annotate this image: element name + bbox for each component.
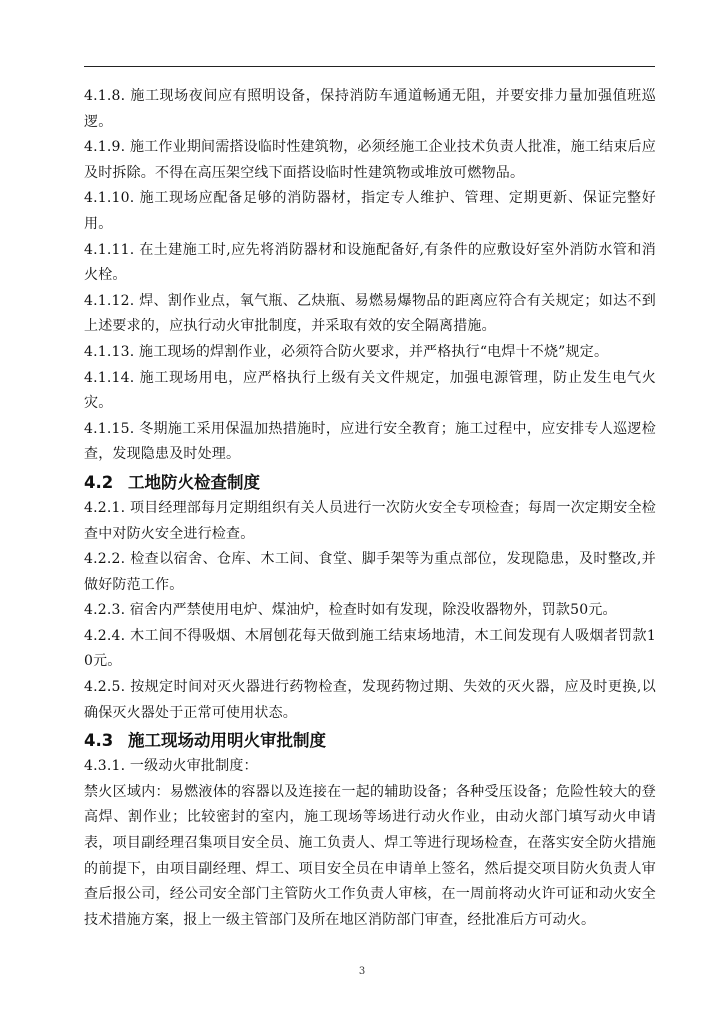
paragraph: 4.2.2. 检查以宿舍、仓库、木工间、食堂、脚手架等为重点部位，发现隐患，及时整改,并做好防范工作。 (84, 551, 656, 593)
paragraph: 4.2.3. 宿舍内严禁使用电炉、煤油炉，检查时如有发现，除没收器物外，罚款50元。 (84, 602, 617, 619)
paragraph: 4.2.5. 按规定时间对灭火器进行药物检查，发现药物过期、失效的灭火器，应及时更换,以确保灭火器处于正常可使用状态。 (84, 679, 656, 721)
paragraph: 4.1.14. 施工现场用电，应严格执行上级有关文件规定，加强电源管理，防止发生电气火灾。 (84, 369, 656, 412)
section-number: 4.3 (84, 731, 114, 751)
section-heading (84, 469, 656, 496)
paragraph: 4.1.11. 在土建施工时,应先将消防器材和设施配备好,有条件的应敷设好室外消防水管和消火栓。 (84, 241, 656, 284)
section-title: 工地防火检查制度 (128, 472, 260, 492)
section-heading (84, 727, 656, 754)
document-body (84, 84, 656, 933)
paragraph: 4.3.1. 一级动火审批制度： (84, 758, 258, 775)
header-rule (84, 66, 655, 67)
paragraph: 4.1.10. 施工现场应配备足够的消防器材，指定专人维护、管理、定期更新、保证完整好用。 (84, 190, 656, 232)
section-number: 4.2 (84, 472, 114, 492)
page-number: 3 (358, 966, 366, 977)
paragraph: 4.1.13. 施工现场的焊割作业，必须符合防火要求，并严格执行“电焊十不烧”规定。 (84, 343, 609, 360)
section-title: 施工现场动用明火审批制度 (128, 731, 326, 751)
paragraph: 4.1.8. 施工现场夜间应有照明设备，保持消防车通道畅通无阻，并要安排力量加强值班巡逻。 (84, 88, 656, 130)
paragraph: 4.1.12. 焊、割作业点，氧气瓶、乙炔瓶、易燃易爆物品的距离应符合有关规定；如达不到上述要求的，应执行动火审批制度，并采取有效的安全隔离措施。 (84, 292, 656, 335)
paragraph: 4.2.1. 项目经理部每月定期组织有关人员进行一次防火安全专项检查；每周一次定期安全检查中对防火安全进行检查。 (84, 499, 656, 542)
paragraph: 禁火区域内：易燃液体的容器以及连接在一起的辅助设备；各种受压设备；危险性较大的登高焊、割作业；比较密封的室内，施工现场等场进行动火作业，由动火部门填写动火申请表，项目副经理召集项目安全员、施工负责人、焊工等进行现场检查，在落实安全防火措施的前提下，由项目副经理、焊工、项目安全员在申请单上签名，然后提交项目防火负责人审查后报公司，经公司安全部门主管防火工作负责人审核，在一周前将动火许可证和动火安全技术措施方案，报上一级主管部门及所在地区消防部门审查，经批准后方可动火。 (84, 783, 656, 928)
paragraph: 4.1.15. 冬期施工采用保温加热措施时，应进行安全教育；施工过程中，应安排专人巡逻检查，发现隐患及时处理。 (84, 420, 656, 463)
paragraph: 4.1.9. 施工作业期间需搭设临时性建筑物，必须经施工企业技术负责人批准，施工结束后应及时拆除。不得在高压架空线下面搭设临时性建筑物或堆放可燃物品。 (84, 139, 656, 181)
paragraph: 4.2.4. 木工间不得吸烟、木屑刨花每天做到施工结束场地清，木工间发现有人吸烟者罚款10元。 (84, 627, 656, 670)
